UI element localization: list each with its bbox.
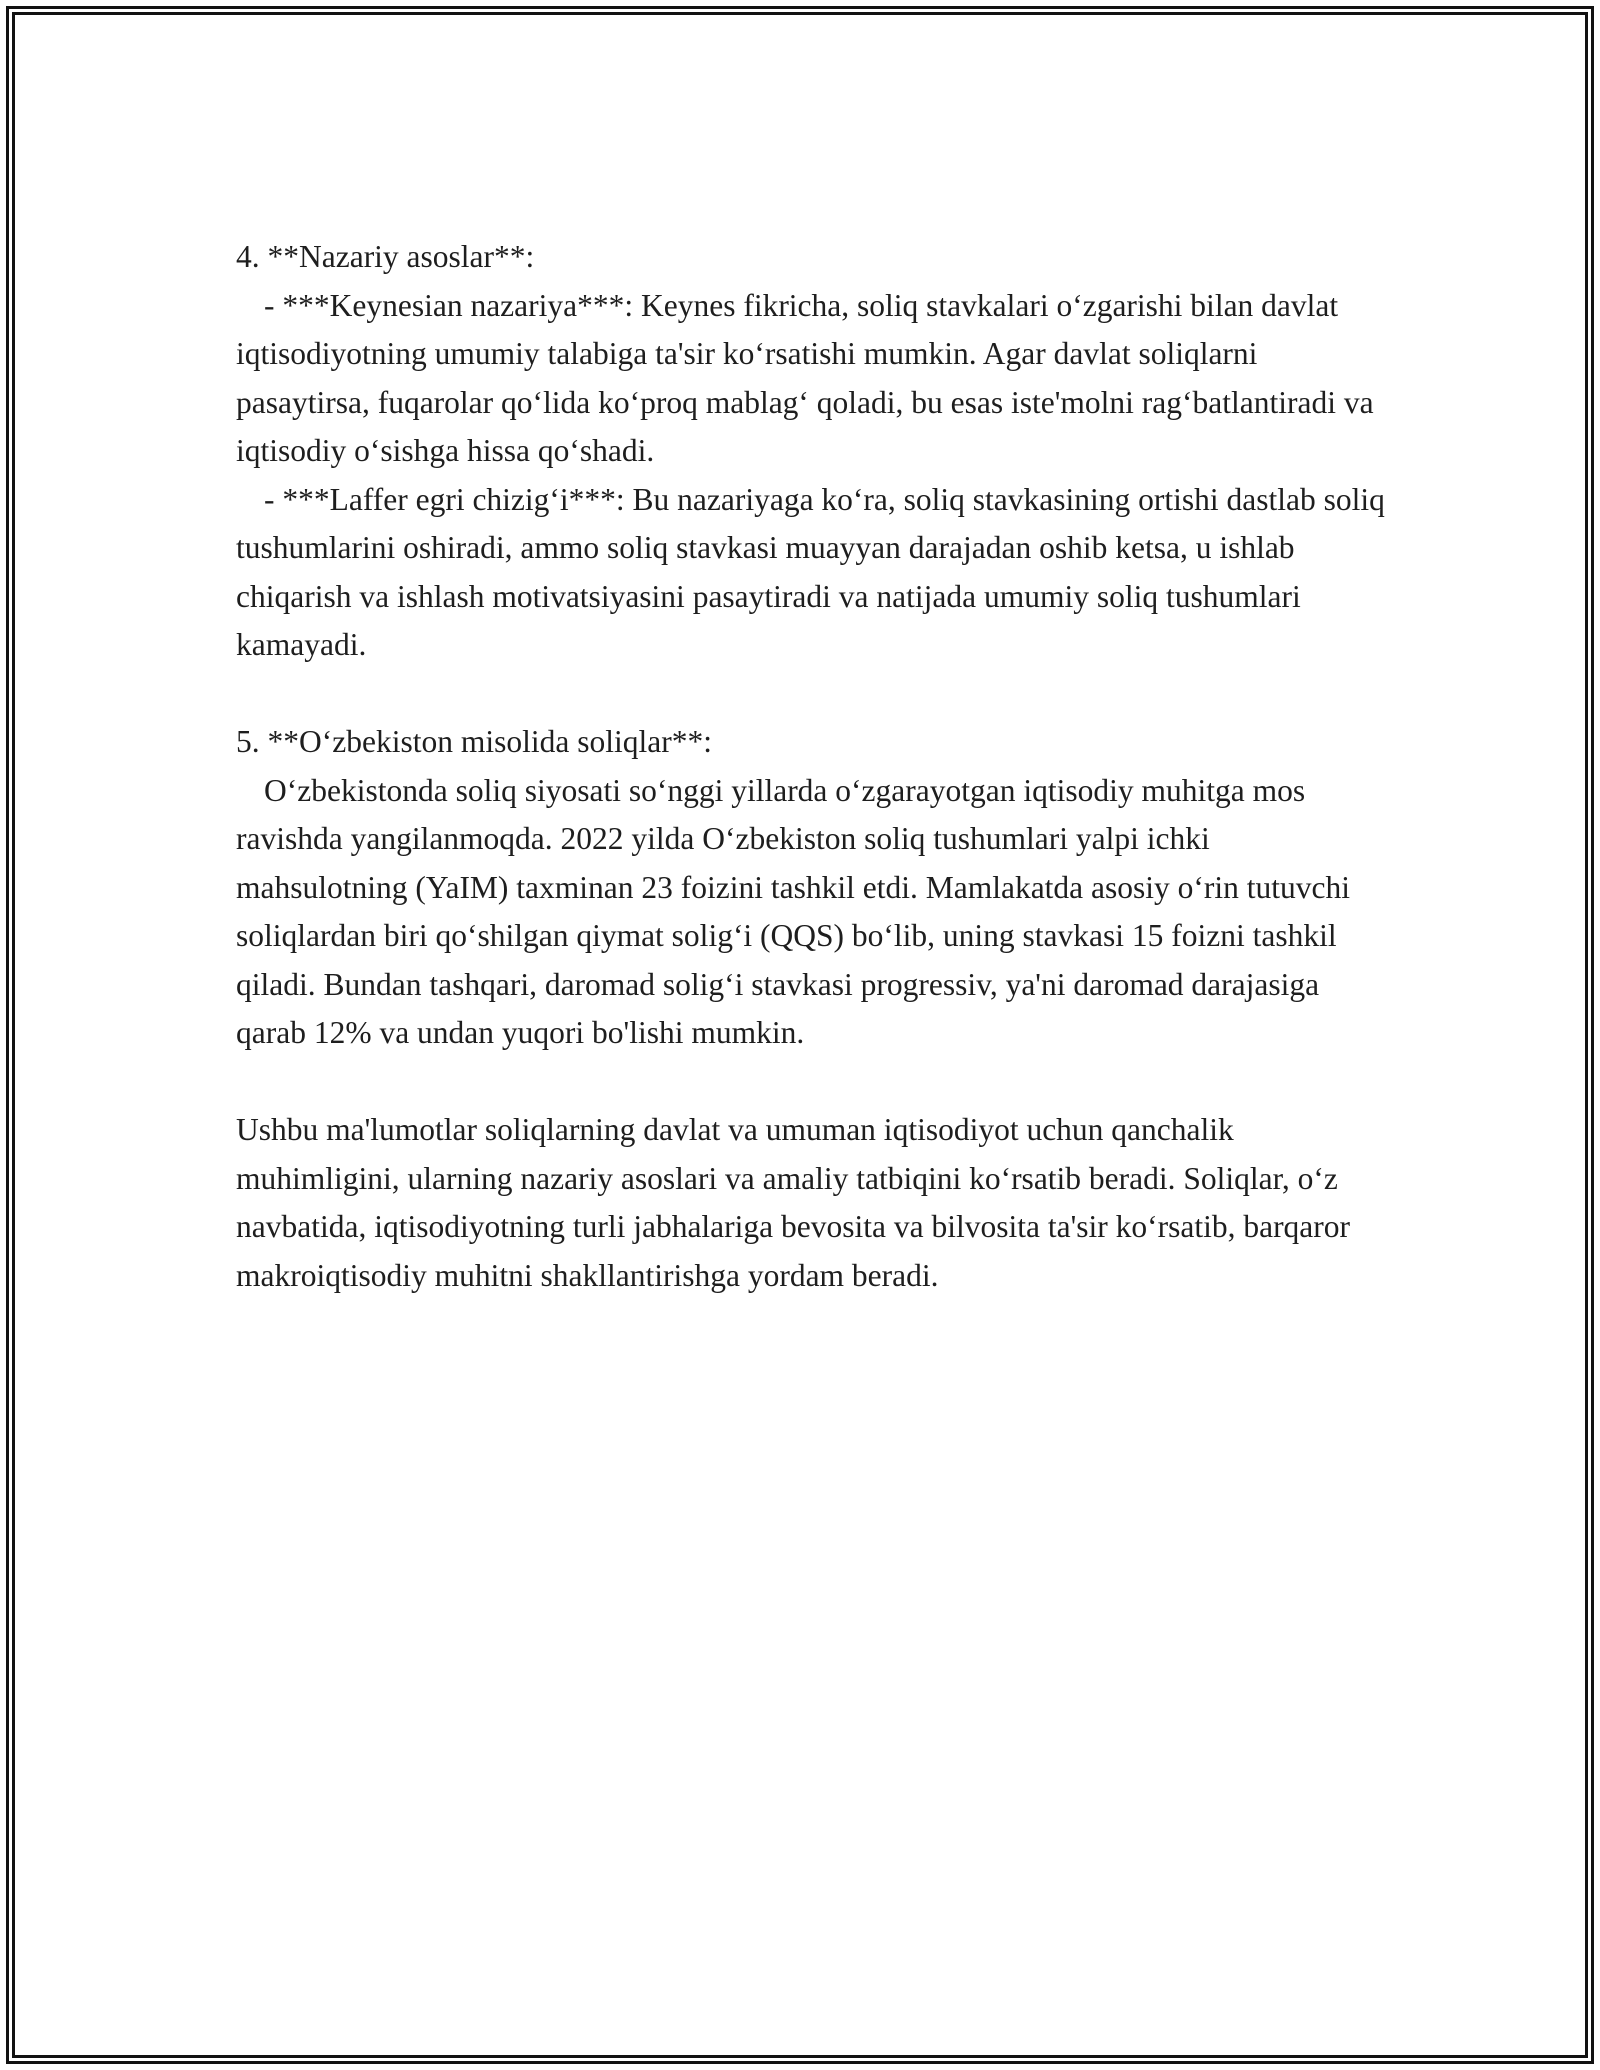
- paragraph-gap: [236, 670, 1386, 719]
- section-4-item-laffer: - ***Laffer egri chizig‘i***: Bu nazariyaga ko‘ra, soliq stavkasining ortishi dastlab soliq tushumlarini oshiradi, ammo soliq stavkasi muayyan darajadan oshib ketsa, u ishlab chiqarish va ishlash motivatsiyasini pasaytiradi va natijada umumiy soliq tushumlari kamayadi.: [236, 481, 1385, 662]
- paragraph-gap: [236, 1058, 1386, 1107]
- section-4-item-keynesian: - ***Keynesian nazariya***: Keynes fikricha, soliq stavkalari o‘zgarishi bilan davlat iqtisodiyotning umumiy talabiga ta'sir ko‘rsatishi mumkin. Agar davlat soliqlarni pasaytirsa, fuqarolar qo‘lida ko‘proq mablag‘ qoladi, bu esas iste'molni rag‘batlantiradi va iqtisodiy o‘sishga hissa qo‘shadi.: [236, 287, 1374, 468]
- section-5-body: O‘zbekistonda soliq siyosati so‘nggi yillarda o‘zgarayotgan iqtisodiy muhitga mos ravishda yangilanmoqda. 2022 yilda O‘zbekiston soliq tushumlari yalpi ichki mahsulotning (YaIM) taxminan 23 foizini tashkil etdi. Mamlakatda asosiy o‘rin tutuvchi soliqlardan biri qo‘shilgan qiymat solig‘i (QQS) bo‘lib, uning stavkasi 15 foizni tashkil qiladi. Bundan tashqari, daromad solig‘i stavkasi progressiv, ya'ni daromad darajasiga qarab 12% va undan yuqori bo'lishi mumkin.: [236, 772, 1351, 1050]
- document-body: [236, 233, 1386, 1300]
- section-5-heading: 5. **O‘zbekiston misolida soliqlar**:: [236, 724, 712, 759]
- section-4-heading: 4. **Nazariy asoslar**:: [236, 239, 535, 274]
- conclusion-paragraph: Ushbu ma'lumotlar soliqlarning davlat va umuman iqtisodiyot uchun qanchalik muhimligini, ularning nazariy asoslari va amaliy tatbiqini ko‘rsatib beradi. Soliqlar, o‘z navbatida, iqtisodiyotning turli jabhalariga bevosita va bilvosita ta'sir ko‘rsatib, barqaror makroiqtisodiy muhitni shakllantirishga yordam beradi.: [236, 1112, 1351, 1293]
